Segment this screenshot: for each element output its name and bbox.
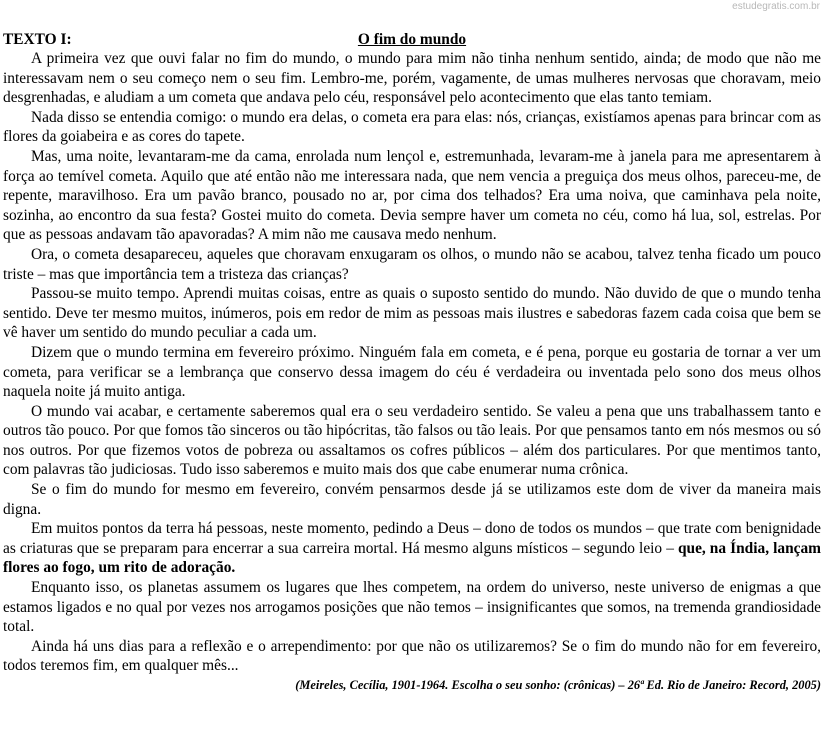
- paragraph-9-bold-text: que, na Índia, lançam flores ao fogo, um rito de adoração.: [3, 539, 821, 577]
- paragraph-9: [3, 519, 821, 578]
- text-label: TEXTO I:: [3, 31, 72, 48]
- citation: (Meireles, Cecília, 1901-1964. Escolha o seu sonho: (crônicas) – 26ª Ed. Rio de Janeiro: Record, 2005): [295, 678, 821, 692]
- watermark: estudegratis.com.br: [732, 1, 820, 12]
- document-header: [3, 31, 821, 49]
- paragraph-7: O mundo vai acabar, e certamente saberemos qual era o seu verdadeiro sentido. Se valeu a pena que uns trabalhassem tanto e outros tão pouco. Por que fomos tão sinceros ou tão hipócritas, tão falsos ou tão leais. Por que pensamos tanto em nós mesmos ou só nos outros. Por que fizemos votos de pobreza ou assaltamos os cofres públicos – além dos particulares. Por que mentimos tanto, com palavras tão judiciosas. Tudo isso saberemos e muito mais dos que cabe enumerar numa crônica.: [3, 402, 821, 479]
- document-title: O fim do mundo: [357, 31, 467, 48]
- paragraph-2: Nada disso se entendia comigo: o mundo era delas, o cometa era para elas: nós, crianças, existíamos apenas para brincar com as flores da goiabeira e as cores do tapete.: [3, 108, 821, 146]
- paragraph-1: A primeira vez que ouvi falar no fim do mundo, o mundo para mim não tinha nenhum sentido, ainda; de modo que não me interessavam nem o seu começo nem o seu fim. Lembro-me, porém, vagamente, de umas mulheres nervosas que choravam, meio desgrenhadas, e aludiam a um cometa que andava pelo céu, responsável pelo acontecimento que elas tanto temiam.: [3, 50, 821, 107]
- paragraph-3: Mas, uma noite, levantaram-me da cama, enrolada num lençol e, estremunhada, levaram-me à janela para me apresentarem à força ao temível cometa. Aquilo que até então não me interessara nada, que nem vencia a preguiça dos meus olhos, pareceu-me, de repente, maravilhoso. Era um pavão branco, pousado no ar, por cima dos telhados? Era uma noiva, que caminhava pela noite, sozinha, ao encontro da sua festa? Gostei muito do cometa. Devia sempre haver um cometa no céu, como há lua, sol, estrelas. Por que as pessoas andavam tão apavoradas? A mim não me causava medo nenhum.: [3, 147, 821, 244]
- paragraph-6: Dizem que o mundo termina em fevereiro próximo. Ninguém fala em cometa, e é pena, porque eu gostaria de tornar a ver um cometa, para verificar se a lembrança que conservo dessa imagem do céu é verdadeira ou inventada pelo sono dos meus olhos naquela noite já muito antiga.: [3, 343, 821, 401]
- document: [3, 31, 821, 693]
- paragraph-10: Enquanto isso, os planetas assumem os lugares que lhes competem, na ordem do universo, neste universo de enigmas a que estamos ligados e no qual por vezes nos arrogamos posições que não temos – insignificantes que somos, na tremenda grandiosidade total.: [3, 579, 821, 636]
- paragraph-4: Ora, o cometa desapareceu, aqueles que choravam enxugaram os olhos, o mundo não se acabou, talvez tenha ficado um pouco triste – mas que importância tem a tristeza das crianças?: [3, 245, 821, 283]
- paragraph-8: Se o fim do mundo for mesmo em fevereiro, convém pensarmos desde já se utilizamos este dom de viver da maneira mais digna.: [3, 481, 821, 518]
- paragraph-9-text: Em muitos pontos da terra há pessoas, neste momento, pedindo a Deus – dono de todos os mundos – que trate com benignidade as criaturas que se preparam para encerrar a sua carreira mortal. Há mesmo alguns místicos – segundo leio –: [3, 520, 821, 557]
- paragraph-11: Ainda há uns dias para a reflexão e o arrependimento: por que não os utilizaremos? Se o fim do mundo não for em fevereiro, todos teremos fim, em qualquer mês...: [3, 637, 821, 675]
- paragraph-5: Passou-se muito tempo. Aprendi muitas coisas, entre as quais o suposto sentido do mundo. Não duvido de que o mundo tenha sentido. Deve ter mesmo muitos, inúmeros, pois em redor de mim as pessoas mais ilustres e sabedoras fazem cada coisa que bem se vê haver um sentido do mundo peculiar a cada um.: [3, 285, 821, 342]
